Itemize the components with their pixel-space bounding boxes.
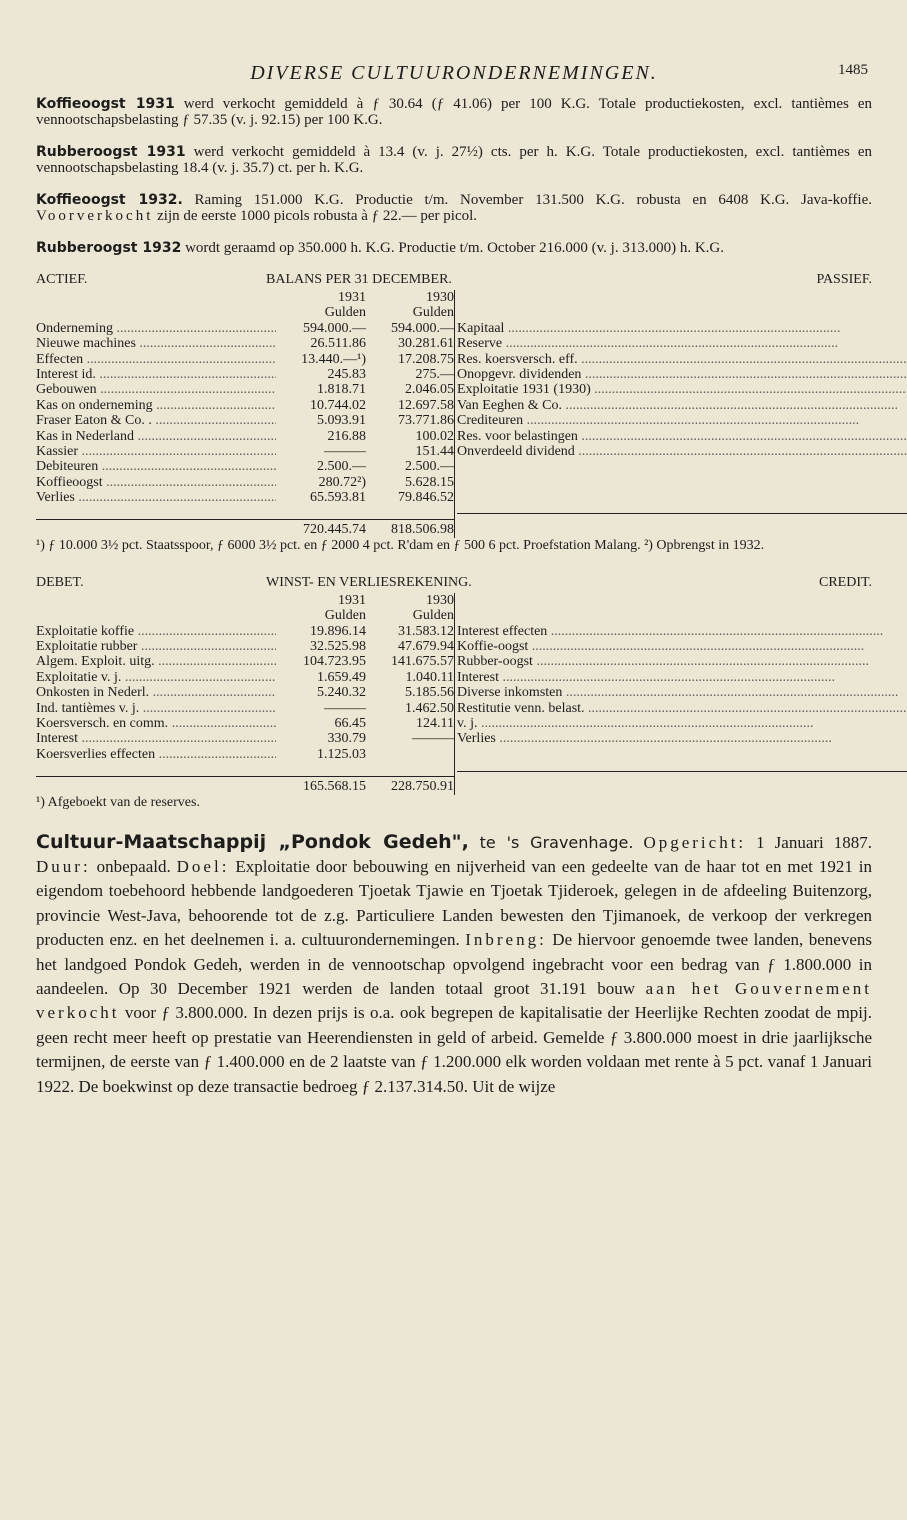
row-label: Verlies ..... xyxy=(36,490,276,505)
row-label: Interest effecten ..... xyxy=(457,624,907,639)
value-1931: 280.72²) xyxy=(318,474,366,490)
page xyxy=(36,0,872,1099)
table-row xyxy=(36,336,454,351)
key-inbreng: Inbreng: xyxy=(465,930,547,950)
company-name: Cultuur-Maatschappij „Pondok Gedeh", xyxy=(36,830,469,853)
value-1931: 104.723.95 xyxy=(303,654,366,670)
table-row xyxy=(36,654,454,669)
value-1930: 141.675.57 xyxy=(391,654,454,670)
balans-passiva xyxy=(455,290,907,538)
row-label: Koersversch. en comm. ..... xyxy=(36,716,276,731)
table-row xyxy=(36,701,454,716)
value-1931: 32.525.98 xyxy=(310,639,366,655)
value-1931: 26.511.86 xyxy=(310,336,366,352)
running-title: DIVERSE CULTUURONDERNEMINGEN. xyxy=(250,62,658,84)
paragraph-lead: Koffieoogst 1932. xyxy=(36,192,183,208)
value-1930: 594.000.— xyxy=(391,320,454,336)
balans-heading xyxy=(36,272,872,290)
wv-table xyxy=(36,593,872,795)
wv-center-title: WINST- EN VERLIESREKENING. xyxy=(266,574,472,590)
table-row xyxy=(36,398,454,413)
value-verkocht: voor ƒ 3.800.000. In dezen prijs is o.a. ook begrepen de kapitalisatie der Heerlijke Rechten zoodat de mpij. geen recht meer heeft op prestatie van Heerendiensten in geld of arbeid. Gemelde ƒ 3.800.000 moest in drie jaarlijksche termijnen, de eerste van ƒ 1.400.000 en de 2 laatste van ƒ 1.200.000 elk worden voldaan met rente à 5 pct. vanaf 1 Januari 1922. De boekwinst op deze transactie bedroeg ƒ 2.137.314.50. Uit de wijze xyxy=(36,1003,872,1096)
table-row xyxy=(36,321,454,336)
table-row xyxy=(457,382,907,397)
row-label: Interest id. ..... xyxy=(36,367,276,382)
paragraph-rubberoogst-1931 xyxy=(36,144,872,176)
table-row xyxy=(36,382,454,397)
key-doel: Doel: xyxy=(176,856,230,876)
paragraph-koffieoogst-1932 xyxy=(36,192,872,224)
row-label: v. j. ..... xyxy=(457,716,907,731)
balans-total-row xyxy=(36,519,454,537)
wv-left-title: DEBET. xyxy=(36,574,84,590)
table-row xyxy=(36,670,454,685)
table-row xyxy=(457,367,907,382)
value-doel: Exploitatie door bebouwing en nijverheid van een gedeelte van de haar tot en met 1921 in eigendom toebehoord hebbende landgoederen Tjoetak Tjawie en Tjoetak Tjideroek, gelegen in de afdeeling Buitenzorg, provincie West-Java, behoorende tot de z.g. Particuliere Landen bewesten den Tjimanoek, de verkoop der verkregen producten enz. en het deelnemen i. a. cultuurondernemingen. xyxy=(36,856,873,950)
wv-heading xyxy=(36,575,872,593)
value-1930: 1.040.11 xyxy=(405,669,454,685)
row-label: Rubber-oogst ..... xyxy=(457,654,907,669)
wv-right-title: CREDIT. xyxy=(818,574,872,590)
table-row xyxy=(36,352,454,367)
unit-label: Gulden xyxy=(324,305,366,321)
balans-center-title: BALANS PER 31 DECEMBER. xyxy=(266,272,452,287)
row-label: Nieuwe machines ..... xyxy=(36,336,276,351)
key-duur: Duur: xyxy=(36,856,91,876)
value-1931: 10.744.02 xyxy=(310,397,366,413)
value-1930: 73.771.86 xyxy=(398,413,454,429)
row-label: Onderneming ..... xyxy=(36,321,276,336)
row-label: Reserve ..... xyxy=(457,336,907,351)
row-label: Res. voor belastingen ..... xyxy=(457,429,907,444)
table-row xyxy=(36,367,454,382)
key-opgericht: Opgericht: xyxy=(643,832,747,852)
row-label: Koffie-oogst ..... xyxy=(457,639,907,654)
spaced-word: Voorverkocht xyxy=(36,208,154,224)
value-1931: 66.45 xyxy=(334,715,366,731)
table-row xyxy=(36,459,454,474)
row-label: Exploitatie koffie ..... xyxy=(36,624,276,639)
table-row xyxy=(457,352,907,367)
value-1930: ——— xyxy=(412,731,454,747)
unit-header-row xyxy=(457,608,907,623)
value-1930: 17.208.75 xyxy=(398,351,454,367)
unit-header-row xyxy=(36,305,454,320)
table-row xyxy=(36,475,454,490)
wv-debet xyxy=(36,593,455,795)
value-1930: 5.185.56 xyxy=(405,685,454,701)
table-row xyxy=(457,716,907,731)
value-1931: 5.093.91 xyxy=(317,413,366,429)
total-1930: 228.750.91 xyxy=(391,779,454,795)
paragraph-lead: Rubberoogst 1932 xyxy=(36,240,182,256)
row-label: Exploitatie rubber ..... xyxy=(36,639,276,654)
year-header-row xyxy=(457,593,907,608)
row-label: Onopgevr. dividenden ..... xyxy=(457,367,907,382)
row-label: Fraser Eaton & Co. . ..... xyxy=(36,413,276,428)
table-row xyxy=(457,701,907,716)
activa-rows xyxy=(36,321,454,506)
table-row xyxy=(36,490,454,505)
paragraph-text: werd verkocht gemiddeld à 13.4 (v. j. 27½) cts. per h. K.G. Totale productiekosten, excl. tantièmes en vennootschapsbelasting 18.4 (v. j. 35.7) ct. per h. K.G. xyxy=(36,144,873,176)
balans-left-title: ACTIEF. xyxy=(36,272,88,287)
row-label: Interest ..... xyxy=(457,670,907,685)
table-row xyxy=(457,624,907,639)
table-row xyxy=(36,413,454,428)
paragraph-text: werd verkocht gemiddeld à ƒ 30.64 (ƒ 41.06) per 100 K.G. Totale productiekosten, excl. tantièmes en vennootschapsbelasting ƒ 57.35 (v. j. 92.15) per 100 K.G. xyxy=(36,96,873,128)
key-verkocht: aan het Gouvernement verkocht xyxy=(36,978,872,1023)
unit-header-row xyxy=(457,305,907,320)
balans-right-title: PASSIEF. xyxy=(816,272,872,287)
row-label: Kassier ..... xyxy=(36,444,276,459)
table-row xyxy=(457,639,907,654)
unit-header-row xyxy=(36,608,454,623)
value-1931: 13.440.—¹) xyxy=(301,351,366,367)
value-1931: 2.500.— xyxy=(317,459,366,475)
row-label: Diverse inkomsten ..... xyxy=(457,685,907,700)
wv-footnote: ¹) Afgeboekt van de reserves. xyxy=(36,794,200,810)
wv-total-row xyxy=(457,771,907,789)
row-label: Koersverlies effecten ..... xyxy=(36,747,276,762)
value-1930: 124.11 xyxy=(416,715,454,731)
table-row xyxy=(457,398,907,413)
total-1931: 720.445.74 xyxy=(303,522,366,538)
row-label: Exploitatie v. j. ..... xyxy=(36,670,276,685)
table-row xyxy=(36,639,454,654)
value-1930: 151.44 xyxy=(415,443,454,459)
row-label: Kapitaal ..... xyxy=(457,321,907,336)
table-row xyxy=(36,747,454,762)
value-inbreng: De hiervoor genoemde twee landen, benevens het landgoed Pondok Gedeh, werden in de vennootschap opvolgend ingebracht voor een bedrag van ƒ 1.800.000 in aandeelen. Op 30 December 1921 werden de landen totaal groot 31.191 bouw xyxy=(36,930,872,998)
value-1931: 1.818.71 xyxy=(317,382,366,398)
row-label: Exploitatie 1931 (1930) ..... xyxy=(457,382,907,397)
value-1931: 330.79 xyxy=(327,731,366,747)
table-row xyxy=(36,624,454,639)
company-entry-pondok-gedeh xyxy=(36,830,872,1099)
value-1931: 65.593.81 xyxy=(310,490,366,506)
balans-footnote: ¹) ƒ 10.000 3½ pct. Staatsspoor, ƒ 6000 3½ pct. en ƒ 2000 4 pct. R'dam en ƒ 500 6 pct. Proefstation Malang. ²) Opbrengst in 1932. xyxy=(36,537,765,553)
balans-total-row xyxy=(457,513,907,531)
balans-activa xyxy=(36,290,455,538)
table-row xyxy=(457,670,907,685)
value-1930: 100.02 xyxy=(415,428,454,444)
row-label: Ind. tantièmes v. j. ..... xyxy=(36,701,276,716)
row-label: Algem. Exploit. uitg. ..... xyxy=(36,654,276,669)
paragraph-text: zijn de eerste 1000 picols robusta à ƒ 22.— per picol. xyxy=(153,208,478,224)
unit-label: Gulden xyxy=(324,608,366,624)
value-1930: 275.— xyxy=(415,366,454,382)
table-row xyxy=(36,731,454,746)
table-row xyxy=(36,685,454,700)
value-1931: 216.88 xyxy=(327,428,366,444)
row-label: Debiteuren ..... xyxy=(36,459,276,474)
value-1931: 594.000.— xyxy=(303,320,366,336)
value-1931: 1.659.49 xyxy=(317,669,366,685)
row-label: Kas in Nederland ..... xyxy=(36,429,276,444)
row-label: Interest ..... xyxy=(36,731,276,746)
balans-table xyxy=(36,290,872,538)
table-row xyxy=(457,336,907,351)
value-1931: ——— xyxy=(324,443,366,459)
value-duur: onbepaald. xyxy=(90,856,177,876)
table-row xyxy=(457,444,907,459)
paragraph-lead: Koffieoogst 1931 xyxy=(36,96,175,112)
debet-rows xyxy=(36,624,454,763)
paragraph-lead: Rubberoogst 1931 xyxy=(36,144,186,160)
company-location: te 's Gravenhage. xyxy=(468,832,634,852)
row-label: Onverdeeld dividend ..... xyxy=(457,444,907,459)
paragraph-koffieoogst-1931 xyxy=(36,96,872,128)
value-1930: 2.500.— xyxy=(405,459,454,475)
row-label: Effecten ..... xyxy=(36,352,276,367)
value-1930: 30.281.61 xyxy=(398,336,454,352)
year-header-row xyxy=(457,290,907,305)
table-row xyxy=(36,444,454,459)
row-label: Koffieoogst ..... xyxy=(36,475,276,490)
table-row xyxy=(457,429,907,444)
value-1930: 12.697.58 xyxy=(398,397,454,413)
page-number: 1485 xyxy=(838,62,868,78)
year-header-row xyxy=(36,593,454,608)
value-1930: 31.583.12 xyxy=(398,623,454,639)
row-label: Restitutie venn. belast. ..... xyxy=(457,701,907,716)
row-label: Kas on onderneming ..... xyxy=(36,398,276,413)
value-1931: ——— xyxy=(324,700,366,716)
total-1931: 165.568.15 xyxy=(303,779,366,795)
value-1930: 1.462.50 xyxy=(405,700,454,716)
credit-rows xyxy=(457,624,907,747)
year-1931: 1931 xyxy=(338,592,366,608)
row-label: Verlies ..... xyxy=(457,731,907,746)
value-1931: 5.240.32 xyxy=(317,685,366,701)
total-1930: 818.506.98 xyxy=(391,522,454,538)
value-1930: 47.679.94 xyxy=(398,639,454,655)
year-1931: 1931 xyxy=(338,290,366,305)
table-row xyxy=(457,654,907,669)
year-1930: 1930 xyxy=(426,290,454,305)
value-1930: 5.628.15 xyxy=(405,474,454,490)
wv-credit xyxy=(455,593,907,795)
value-1931: 1.125.03 xyxy=(317,746,366,762)
paragraph-text: Raming 151.000 K.G. Productie t/m. November 131.500 K.G. robusta en 6408 K.G. Java-koffie. xyxy=(182,192,872,208)
unit-label: Gulden xyxy=(412,305,454,321)
row-label: Res. koersversch. eff. ..... xyxy=(457,352,907,367)
value-1930: 2.046.05 xyxy=(405,382,454,398)
row-label: Onkosten in Nederl. ..... xyxy=(36,685,276,700)
table-row xyxy=(36,429,454,444)
row-label: Gebouwen ..... xyxy=(36,382,276,397)
table-row xyxy=(36,716,454,731)
wv-total-row xyxy=(36,776,454,794)
value-1930 xyxy=(366,747,454,762)
passiva-rows xyxy=(457,321,907,460)
value-1931: 19.896.14 xyxy=(310,623,366,639)
year-1930: 1930 xyxy=(426,592,454,608)
table-row xyxy=(457,685,907,700)
row-label: Van Eeghen & Co. ..... xyxy=(457,398,907,413)
table-row xyxy=(457,731,907,746)
row-label: Crediteuren ..... xyxy=(457,413,907,428)
value-1931: 245.83 xyxy=(327,366,366,382)
running-header xyxy=(36,0,872,96)
value-1930: 79.846.52 xyxy=(398,490,454,506)
value-opgericht: 1 Januari 1887. xyxy=(746,832,873,852)
table-row xyxy=(457,413,907,428)
paragraph-text: wordt geraamd op 350.000 h. K.G. Productie t/m. October 216.000 (v. j. 313.000) h. K.G. xyxy=(181,240,725,256)
table-row xyxy=(457,321,907,336)
paragraph-rubberoogst-1932 xyxy=(36,240,872,256)
year-header-row xyxy=(36,290,454,305)
unit-label: Gulden xyxy=(412,608,454,624)
